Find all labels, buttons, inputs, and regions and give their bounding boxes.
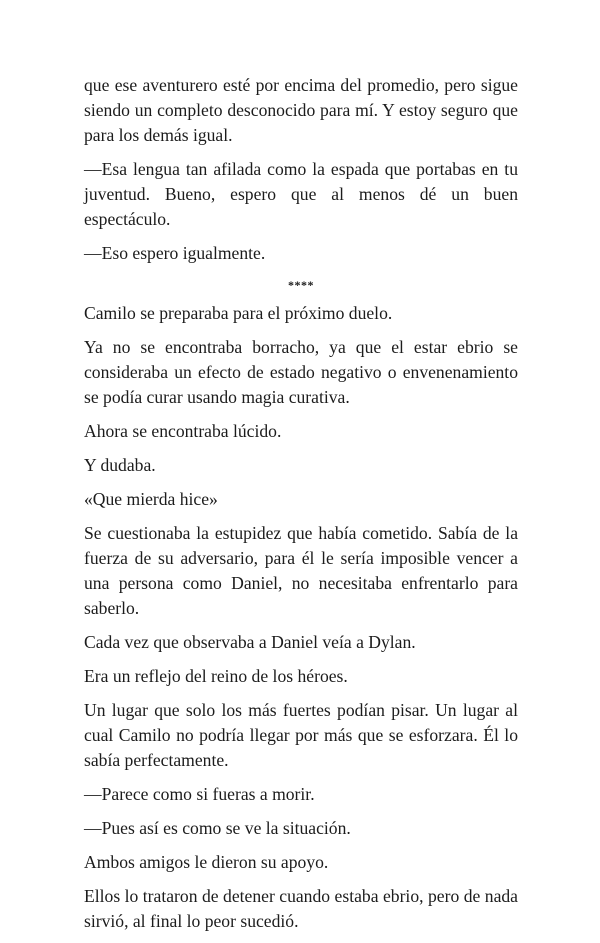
paragraph: Era un reflejo del reino de los héroes. [84, 666, 348, 686]
paragraph: Ahora se encontraba lúcido. [84, 421, 282, 441]
paragraph: Se cuestionaba la estupidez que había cometido. Sabía de la fuerza de su adversario, para él le sería imposible vencer a una persona como Daniel, no necesitaba enfrentarlo para saberlo. [84, 523, 518, 618]
paragraph: Ellos lo trataron de detener cuando estaba ebrio, pero de nada sirvió, al final lo peor sucedió. [84, 886, 518, 931]
book-page [84, 73, 518, 943]
paragraph: Ya no se encontraba borracho, ya que el estar ebrio se consideraba un efecto de estado negativo o envenenamiento se podía curar usando magia curativa. [84, 337, 518, 407]
scene-break: **** [288, 278, 314, 292]
paragraph: Camilo se preparaba para el próximo duelo. [84, 303, 393, 323]
inner-thought: «Que mierda hice» [84, 489, 218, 509]
paragraph: Ambos amigos le dieron su apoyo. [84, 852, 329, 872]
paragraph: Cada vez que observaba a Daniel veía a Dylan. [84, 632, 416, 652]
paragraph-continuation: que ese aventurero esté por encima del promedio, pero sigue siendo un completo desconocido para mí. Y estoy seguro que para los demás igual. [84, 75, 518, 145]
dialogue-line: —Eso espero igualmente. [84, 243, 266, 263]
paragraph: Un lugar que solo los más fuertes podían pisar. Un lugar al cual Camilo no podría llegar por más que se esforzara. Él lo sabía perfectamente. [84, 700, 518, 770]
paragraph: Y dudaba. [84, 455, 156, 475]
dialogue-line: —Esa lengua tan afilada como la espada que portabas en tu juventud. Bueno, espero que al menos dé un buen espectáculo. [84, 159, 518, 229]
dialogue-line: —Pues así es como se ve la situación. [84, 818, 351, 838]
dialogue-line: —Parece como si fueras a morir. [84, 784, 315, 804]
